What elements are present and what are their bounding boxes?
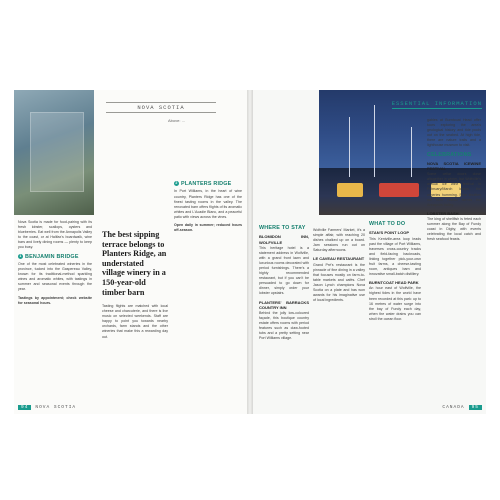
right-folio	[442, 405, 482, 410]
benjamin-bridge-text: One of the most celebrated wineries in the province, tucked into the Gaspereau Valley, known for its traditional-method sparkling wines and aromatic whites, with tastings in summer and seasonal events through the year.	[18, 261, 92, 292]
running-head: NOVA SCOTIA	[106, 102, 216, 113]
benjamin-bridge-heading: 1 BENJAMIN BRIDGE	[19, 253, 79, 260]
right-column-2	[313, 228, 365, 306]
photo-caption: Above: ...	[168, 118, 185, 123]
left-page	[14, 90, 247, 414]
left-folio	[18, 405, 76, 410]
map-marker-icon: 1	[19, 253, 22, 258]
blomidon-inn-text: This heritage hotel is a statement address in Wolfville, with a grand front lawn and luxurious rooms decorated with period furnishings. There's a highly recommended restaurant, but if you can't be persuaded to go down for dinner, simply order your lobster upstairs.	[259, 245, 309, 296]
winery-interior-photo	[14, 90, 94, 215]
benjamin-bridge-detail: Tastings by appointment; check website for seasonal hours.	[18, 295, 92, 305]
harbour-light	[337, 183, 363, 197]
what-to-do-heading: WHAT TO DO	[369, 221, 406, 227]
celebrations-heading: CELEBRATIONS	[427, 151, 472, 158]
intro-text: Nova Scotia is made for food-pairing with its fresh lobster, scallops, oysters and blueberries. Eat well from the Annapolis Valley to the coast, or at Halifax's boardwalk, wine bars and lively dining rooms — plenty to keep you busy.	[18, 220, 92, 250]
lobster-bash-text: The king of shellfish is feted each summer along the Bay of Fundy coast in Digby, with events celebrating the local catch and fresh seafood feasts.	[427, 216, 481, 242]
planters-ridge-heading: 2 PLANTERS RIDGE	[175, 181, 232, 187]
icewine-festival-text: Some cellar doors close altogether in winter, but Wolfville's annual ice wine festival in February/March keeps the wineries humming. Free shuttles run from Halifax across the Annapolis Valley.	[427, 172, 481, 207]
right-column-3	[369, 218, 421, 325]
burntcoat-text: An hour east of Wolfville, the highest tides in the world have been recorded at this park: up to 16 metres of water surge into the bay of Fundy each day, when the water drains you can stroll the ocean floor.	[369, 286, 421, 321]
le-caveau-text: Grand Pré's restaurant is the pinnacle of fine dining in a valley that focuses mostly on farm-to-table markets and cafés. Chef Jason Lynch champions Nova Scotia on a plate and has won awards for his imaginative use of local ingredients.	[313, 262, 365, 303]
pull-quote: The best sipping terrace belongs to Planters Ridge, an understated village winery in a 150-year-old timber barn	[102, 230, 167, 297]
le-caveau-subhead: LE CAVEAU RESTAURANT	[313, 256, 365, 262]
stans-point-subhead: STAN'S POINT LOOP	[369, 230, 409, 236]
planters-ridge-text: In Port Williams, in the heart of wine country, Planters Ridge has one of the finest tasting rooms in the valley. The renovated barn offers flights of its aromatic whites and L'Acadie Blanc, and a peaceful patio with views across the vines.	[174, 189, 242, 219]
boat-mast	[411, 127, 412, 177]
stans-point-text: This Kentville-area loop leads past the village of Port Williams, traverses cross-country tracks and field-facing backroads, linking together pick-your-own fruit farms, a cheese-tasting room, antiques barn and innovative small-batch distillery.	[369, 236, 421, 277]
page-number: 95	[469, 405, 482, 410]
blomidon-inn-subhead: BLOMIDON INN, WOLFVILLE	[259, 234, 309, 245]
right-column-4	[427, 118, 481, 245]
window-pane	[30, 112, 84, 192]
lobster-bash-subhead: LOBSTER BASH	[427, 210, 459, 216]
essential-information-tag: ESSENTIAL INFORMATION	[391, 100, 482, 107]
planters-ridge-detail: Open daily in summer; reduced hours off-season.	[174, 222, 242, 233]
map-marker-icon: 2	[175, 181, 178, 186]
page-number: 94	[18, 405, 31, 410]
where-to-stay-heading: WHERE TO STAY	[259, 225, 306, 231]
right-column-1	[259, 222, 309, 344]
boat-mast	[349, 117, 350, 177]
folio-title: NOVA SCOTIA	[35, 405, 77, 410]
left-body-text: Tasting flights are matched with local cheese and charcuterie, and there is live music on selected weekends. Staff are happy to point you towards nearby orchards, farm stands and the other wineries that make this a rewarding day out.	[102, 304, 168, 339]
planters-barracks-text: Behind the jolly low-coloured façade, this boutique country estate offers rooms with period features such as claw-footed tubs and a pretty setting near Port Williams village.	[259, 310, 309, 341]
burntcoat-subhead: BURNTCOAT HEAD PARK	[369, 280, 419, 286]
left-column-3	[174, 178, 242, 236]
magazine-spread	[14, 90, 486, 414]
left-column-1	[18, 220, 92, 309]
planters-barracks-subhead: PLANTERS' BARRACKS COUNTRY INN	[259, 299, 309, 310]
folio-title: CANADA	[442, 405, 465, 410]
left-column-2-bottom	[102, 304, 168, 343]
icewine-festival-subhead: NOVA SCOTIA ICEWINE FESTIVAL	[427, 160, 481, 172]
boat-mast	[374, 105, 375, 177]
boat-hull	[379, 183, 419, 197]
burntcoat-continued-text: gables at Burntcoat Head offer tours exploring the area's geological history and tide pools out on the seabed. At high tide, there are nature trails and a lighthouse museum to visit.	[427, 118, 481, 148]
right-page	[253, 90, 486, 414]
market-text: Wolfville Farmers' Market, it's a simple affair, with reaching 20 dishes chalked up on a board. Jam sessions run out on Saturday afternoons.	[313, 228, 365, 253]
